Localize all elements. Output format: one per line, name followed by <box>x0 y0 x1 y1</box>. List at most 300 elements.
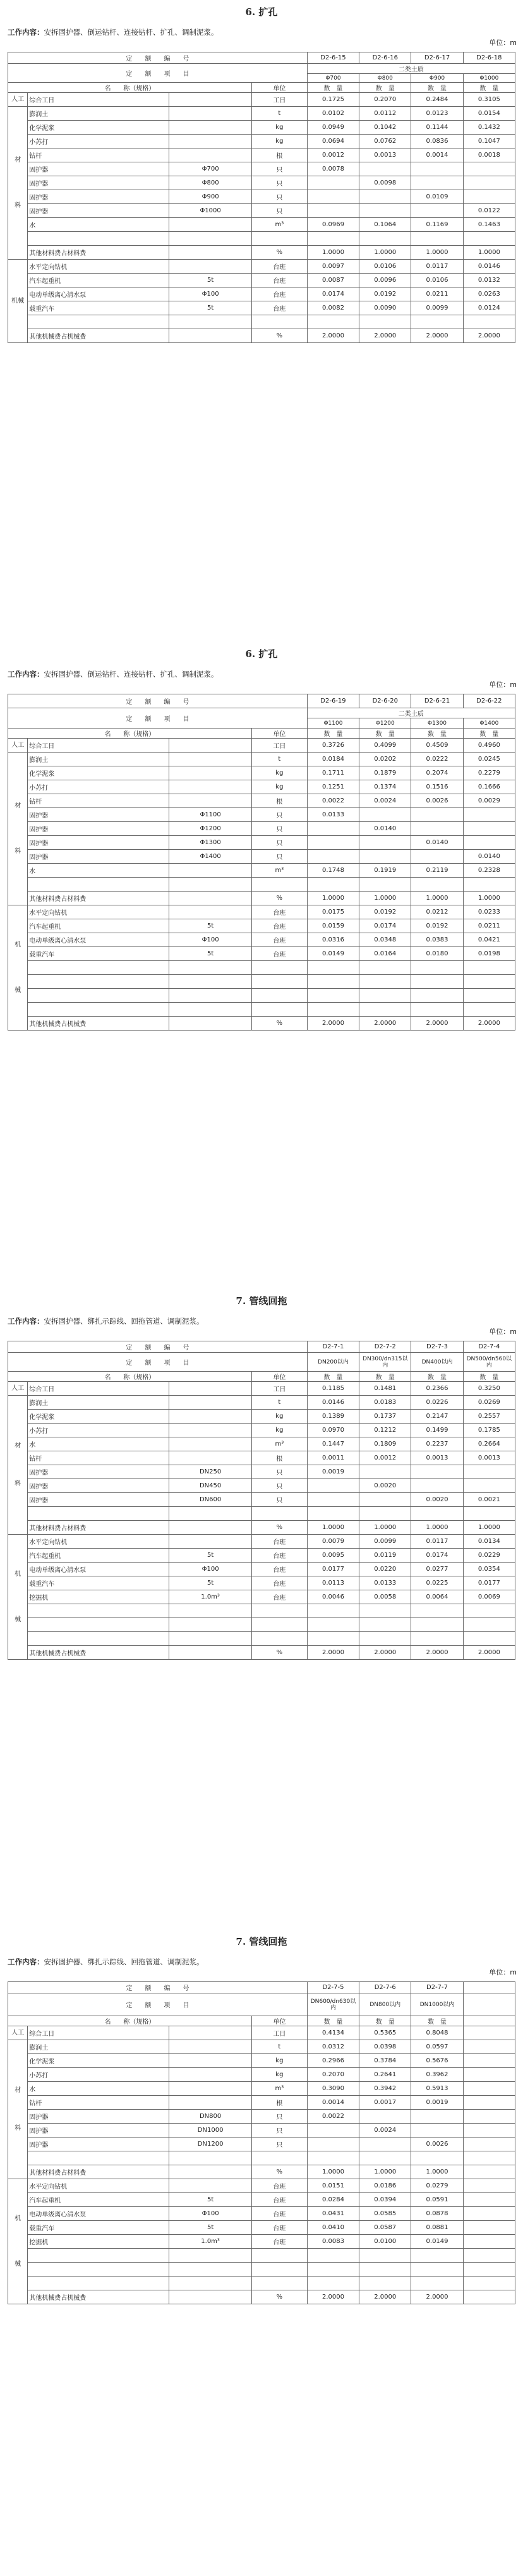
code-label: 定 额 编 号 <box>8 694 308 708</box>
quantity-value: 0.0113 <box>307 1576 359 1590</box>
quantity-value: 0.0211 <box>463 919 515 933</box>
quantity-value: 0.1042 <box>359 121 411 135</box>
quantity-value: 0.3105 <box>463 93 515 107</box>
quantity-value <box>411 1003 463 1017</box>
quantity-value: 0.2119 <box>411 864 463 878</box>
table-row <box>8 864 515 878</box>
quantity-value <box>307 1493 359 1507</box>
resource-name <box>28 2277 169 2290</box>
resource-unit <box>251 961 307 975</box>
quantity-value: 2.0000 <box>411 1646 463 1660</box>
resource-unit: m³ <box>251 2082 307 2096</box>
quantity-value: 0.0587 <box>359 2221 411 2235</box>
resource-name: 汽车起重机 <box>28 2193 169 2207</box>
quantity-value: 0.0013 <box>411 1451 463 1465</box>
quantity-value <box>359 162 411 176</box>
quantity-value: 0.0020 <box>359 1479 411 1493</box>
quantity-value: 0.1185 <box>307 1382 359 1396</box>
header-code-row <box>8 52 515 64</box>
resource-spec <box>169 135 252 148</box>
quota-code: D2-6-21 <box>411 694 463 708</box>
quantity-value: 0.1516 <box>411 780 463 794</box>
table-row <box>8 989 515 1003</box>
resource-unit: 只 <box>251 162 307 176</box>
quantity-value: 0.0019 <box>307 1465 359 1479</box>
quantity-value: 1.0000 <box>463 246 515 260</box>
table-row <box>8 2151 515 2165</box>
section-title: 7. 管线回拖 <box>236 1295 287 1307</box>
resource-spec <box>169 1424 252 1437</box>
quantity-value <box>307 836 359 850</box>
quantity-value <box>359 961 411 975</box>
quantity-value: 0.0079 <box>307 1535 359 1549</box>
resource-name: 汽车起重机 <box>28 1549 169 1563</box>
unit-note: 单位：m <box>489 39 517 47</box>
category-cell: 材 料 <box>8 753 28 905</box>
resource-unit: 台班 <box>251 274 307 287</box>
diameter-spec: Φ800 <box>359 74 411 83</box>
quantity-value: 2.0000 <box>359 1017 411 1031</box>
quantity-value: 0.0095 <box>307 1549 359 1563</box>
resource-name: 固护器 <box>28 808 169 822</box>
quantity-value: 0.0014 <box>307 2096 359 2110</box>
diameter-spec: DN600/dn630以内 <box>307 1993 359 2016</box>
quantity-value: 0.1785 <box>463 1424 515 1437</box>
resource-name: 固护器 <box>28 1493 169 1507</box>
quantity-value <box>307 2151 359 2165</box>
work-content-text: 安拆固护器、绑扎示踪线、回拖管道、调制泥浆。 <box>44 1957 204 1966</box>
resource-unit: 台班 <box>251 1563 307 1576</box>
quantity-value: 0.0177 <box>463 1576 515 1590</box>
table-row <box>8 2096 515 2110</box>
work-content <box>8 27 523 38</box>
quantity-value: 0.2279 <box>463 766 515 780</box>
quantity-value <box>463 822 515 836</box>
resource-spec <box>169 1437 252 1451</box>
resource-name: 其他材料费占材料费 <box>28 2165 169 2179</box>
table-row <box>8 301 515 315</box>
resource-name: 固护器 <box>28 1465 169 1479</box>
resource-spec <box>169 107 252 121</box>
resource-unit: 根 <box>251 794 307 808</box>
quantity-value: 0.0106 <box>411 274 463 287</box>
quantity-value <box>463 232 515 246</box>
quantity-value: 0.0083 <box>307 2235 359 2249</box>
resource-unit: m³ <box>251 1437 307 1451</box>
work-content <box>8 668 523 680</box>
quantity-value <box>307 1003 359 1017</box>
table-row <box>8 148 515 162</box>
quantity-value: 0.0117 <box>411 1535 463 1549</box>
quantity-value: 0.2664 <box>463 1437 515 1451</box>
work-content-text: 安拆固护器、倒运钻杆、连接钻杆、扩孔、调制泥浆。 <box>44 28 219 37</box>
quantity-value <box>411 2249 463 2263</box>
resource-name: 固护器 <box>28 190 169 204</box>
quota-section <box>0 1294 523 1657</box>
resource-name: 化学泥浆 <box>28 121 169 135</box>
quantity-value: 0.3942 <box>359 2082 411 2096</box>
quantity-value: 0.1748 <box>307 864 359 878</box>
quantity-value: 0.0026 <box>411 2138 463 2151</box>
quantity-value: 1.0000 <box>411 246 463 260</box>
resource-spec <box>169 148 252 162</box>
resource-unit: kg <box>251 1424 307 1437</box>
resource-unit: 根 <box>251 1451 307 1465</box>
quantity-value: 0.0762 <box>359 135 411 148</box>
quantity-value: 0.0192 <box>359 905 411 919</box>
resource-name: 其他机械费占机械费 <box>28 329 169 343</box>
quantity-value: 0.8048 <box>411 2026 463 2040</box>
resource-unit: 台班 <box>251 919 307 933</box>
quantity-value <box>463 836 515 850</box>
quantity-value: 0.0098 <box>359 176 411 190</box>
quantity-value: 0.0064 <box>411 1590 463 1604</box>
quantity-value: 0.0174 <box>411 1549 463 1563</box>
resource-spec <box>169 1410 252 1424</box>
header-item-row <box>8 1993 515 2016</box>
quantity-value <box>463 1479 515 1493</box>
table-row <box>8 1410 515 1424</box>
quantity-value <box>463 1507 515 1521</box>
name-label: 名 称（规格） <box>8 83 252 93</box>
quantity-value: 0.0099 <box>359 1535 411 1549</box>
diameter-spec: DN800以内 <box>359 1993 411 2016</box>
resource-name: 固护器 <box>28 2110 169 2124</box>
resource-name: 固护器 <box>28 162 169 176</box>
diameter-spec: Φ700 <box>307 74 359 83</box>
resource-spec: Φ1000 <box>169 204 252 218</box>
resource-name <box>28 989 169 1003</box>
unit-label: 单位 <box>251 83 307 93</box>
table-row <box>8 176 515 190</box>
resource-spec <box>169 2263 252 2277</box>
quantity-value: 1.0000 <box>359 1521 411 1535</box>
quota-table <box>8 1341 515 1660</box>
resource-name: 载重汽车 <box>28 1576 169 1590</box>
diameter-spec: Φ1400 <box>463 718 515 729</box>
work-content-label: 工作内容： <box>8 28 44 37</box>
resource-name <box>28 1604 169 1618</box>
resource-unit: 台班 <box>251 2193 307 2207</box>
item-label: 定 额 项 目 <box>8 64 308 83</box>
category-cell: 机 械 <box>8 905 28 1031</box>
table-row <box>8 766 515 780</box>
resource-name: 其他机械费占机械费 <box>28 1017 169 1031</box>
quantity-value: 0.1144 <box>411 121 463 135</box>
resource-unit: kg <box>251 135 307 148</box>
quota-section <box>0 5 523 341</box>
resource-unit: t <box>251 2040 307 2054</box>
quantity-value: 2.0000 <box>463 1646 515 1660</box>
quantity-value: 0.4509 <box>411 739 463 753</box>
quota-code: D2-7-5 <box>307 1982 359 1993</box>
resource-unit: t <box>251 753 307 766</box>
quantity-value <box>411 961 463 975</box>
table-row <box>8 1003 515 1017</box>
quantity-value: 0.2366 <box>411 1382 463 1396</box>
resource-name: 其他机械费占机械费 <box>28 2290 169 2304</box>
quantity-value: 0.0012 <box>359 1451 411 1465</box>
resource-name <box>28 232 169 246</box>
quantity-value <box>359 1465 411 1479</box>
quantity-value: 0.0881 <box>411 2221 463 2235</box>
resource-name: 膨润土 <box>28 753 169 766</box>
resource-name <box>28 2263 169 2277</box>
name-label: 名 称（规格） <box>8 729 252 739</box>
quantity-value <box>463 2138 515 2151</box>
resource-unit <box>251 1604 307 1618</box>
resource-unit: kg <box>251 2054 307 2068</box>
quantity-value: 0.0949 <box>307 121 359 135</box>
quota-table <box>8 52 515 343</box>
resource-name: 固护器 <box>28 1479 169 1493</box>
resource-unit: t <box>251 1396 307 1410</box>
resource-spec: Φ1300 <box>169 836 252 850</box>
resource-name: 水平定向钻机 <box>28 905 169 919</box>
quantity-value: 0.3962 <box>411 2068 463 2082</box>
diameter-spec: Φ1000 <box>463 74 515 83</box>
resource-unit: 只 <box>251 808 307 822</box>
quantity-value <box>463 2040 515 2054</box>
resource-unit: % <box>251 329 307 343</box>
resource-spec <box>169 1632 252 1646</box>
category-cell: 人工 <box>8 1382 28 1396</box>
quantity-value: 0.0245 <box>463 753 515 766</box>
quantity-value <box>463 975 515 989</box>
resource-name: 钻杆 <box>28 794 169 808</box>
resource-spec <box>169 1604 252 1618</box>
table-row <box>8 2277 515 2290</box>
quantity-value <box>463 162 515 176</box>
header-qty-row <box>8 1372 515 1382</box>
quantity-value <box>463 2235 515 2249</box>
quantity-value <box>411 1618 463 1632</box>
quantity-value: 0.0140 <box>463 850 515 864</box>
resource-unit: % <box>251 1521 307 1535</box>
unit-note: 单位：m <box>489 1327 517 1336</box>
quantity-value <box>359 1618 411 1632</box>
quantity-value: 0.0186 <box>359 2179 411 2193</box>
quantity-value <box>411 878 463 892</box>
category-cell: 人工 <box>8 2026 28 2040</box>
table-row <box>8 2026 515 2040</box>
quantity-value: 2.0000 <box>307 1017 359 1031</box>
quantity-value <box>307 961 359 975</box>
quantity-value: 0.0022 <box>307 794 359 808</box>
resource-name <box>28 975 169 989</box>
resource-name: 钻杆 <box>28 1451 169 1465</box>
quantity-value <box>411 1604 463 1618</box>
resource-spec: Φ900 <box>169 190 252 204</box>
quantity-value: 0.0024 <box>359 2124 411 2138</box>
quantity-value <box>307 1479 359 1493</box>
quantity-value <box>307 878 359 892</box>
quantity-value <box>411 989 463 1003</box>
header-qty-row <box>8 2016 515 2026</box>
quantity-value: 0.0211 <box>411 287 463 301</box>
resource-spec <box>169 864 252 878</box>
quantity-value <box>411 2151 463 2165</box>
quantity-value: 1.0000 <box>411 1521 463 1535</box>
quantity-value <box>463 176 515 190</box>
table-row <box>8 1479 515 1493</box>
quantity-value: 2.0000 <box>411 329 463 343</box>
quota-code: D2-6-20 <box>359 694 411 708</box>
quantity-value <box>463 1465 515 1479</box>
quantity-value: 0.0134 <box>463 1535 515 1549</box>
diameter-spec: DN200以内 <box>307 1353 359 1372</box>
resource-spec <box>169 975 252 989</box>
resource-spec <box>169 121 252 135</box>
quantity-value: 0.0225 <box>411 1576 463 1590</box>
resource-name: 载重汽车 <box>28 947 169 961</box>
quantity-value: 0.1064 <box>359 218 411 232</box>
category-cell: 人工 <box>8 93 28 107</box>
quantity-value: 0.0018 <box>463 148 515 162</box>
quantity-value: 0.1251 <box>307 780 359 794</box>
quantity-value: 1.0000 <box>463 1521 515 1535</box>
quantity-value <box>463 1632 515 1646</box>
quantity-value: 0.0022 <box>307 2110 359 2124</box>
quantity-value: 0.0585 <box>359 2207 411 2221</box>
table-row <box>8 2082 515 2096</box>
quantity-value: 0.0117 <box>411 260 463 274</box>
quantity-value: 0.0019 <box>411 2096 463 2110</box>
unit-label: 单位 <box>251 2016 307 2026</box>
quantity-value <box>359 836 411 850</box>
resource-spec: Φ100 <box>169 287 252 301</box>
quantity-value: 0.0124 <box>463 301 515 315</box>
quantity-value: 0.4960 <box>463 739 515 753</box>
work-content-text: 安拆固护器、绑扎示踪线、回拖管道、调制泥浆。 <box>44 1317 204 1326</box>
quantity-value: 0.4134 <box>307 2026 359 2040</box>
resource-name: 水平定向钻机 <box>28 2179 169 2193</box>
resource-name: 小苏打 <box>28 135 169 148</box>
quantity-value: 0.2641 <box>359 2068 411 2082</box>
qty-label: 数 量 <box>411 729 463 739</box>
resource-spec <box>169 766 252 780</box>
table-row <box>8 919 515 933</box>
table-row <box>8 808 515 822</box>
quantity-value <box>359 989 411 1003</box>
quota-code: D2-7-6 <box>359 1982 411 1993</box>
resource-unit: 只 <box>251 204 307 218</box>
quantity-value: 0.1463 <box>463 218 515 232</box>
quantity-value: 0.0694 <box>307 135 359 148</box>
quantity-value: 0.2070 <box>359 93 411 107</box>
table-row <box>8 961 515 975</box>
table-row <box>8 190 515 204</box>
resource-unit: % <box>251 1017 307 1031</box>
quantity-value: 0.0013 <box>463 1451 515 1465</box>
quantity-value: 0.3726 <box>307 739 359 753</box>
table-row <box>8 1604 515 1618</box>
code-label: 定 额 编 号 <box>8 1341 308 1353</box>
quantity-value <box>463 878 515 892</box>
quantity-value: 0.5676 <box>411 2054 463 2068</box>
quantity-value: 0.1919 <box>359 864 411 878</box>
resource-name: 化学泥浆 <box>28 1410 169 1424</box>
resource-spec: Φ100 <box>169 933 252 947</box>
resource-name: 固护器 <box>28 836 169 850</box>
quantity-value: 0.0269 <box>463 1396 515 1410</box>
quantity-value: 0.0836 <box>411 135 463 148</box>
quantity-value: 0.0102 <box>307 107 359 121</box>
code-label: 定 额 编 号 <box>8 52 308 64</box>
diameter-spec: DN500/dn560以内 <box>463 1353 515 1372</box>
quantity-value: 0.0020 <box>411 1493 463 1507</box>
resource-name: 固护器 <box>28 850 169 864</box>
resource-unit: m³ <box>251 218 307 232</box>
resource-spec <box>169 1507 252 1521</box>
header-item-row <box>8 1353 515 1372</box>
quantity-value: 2.0000 <box>463 329 515 343</box>
quantity-value <box>307 2124 359 2138</box>
quantity-value: 0.2147 <box>411 1410 463 1424</box>
resource-spec <box>169 1535 252 1549</box>
resource-name: 固护器 <box>28 2124 169 2138</box>
qty-label: 数 量 <box>359 1372 411 1382</box>
category-cell: 材 料 <box>8 107 28 260</box>
unit-label: 单位 <box>251 1372 307 1382</box>
resource-name: 固护器 <box>28 204 169 218</box>
resource-name: 其他材料费占材料费 <box>28 1521 169 1535</box>
resource-spec <box>169 329 252 343</box>
resource-name: 综合工日 <box>28 2026 169 2040</box>
quantity-value: 0.0394 <box>359 2193 411 2207</box>
header-qty-row <box>8 729 515 739</box>
quota-section <box>0 647 523 1028</box>
resource-spec: 5t <box>169 1549 252 1563</box>
quota-table <box>8 1981 515 2304</box>
item-label: 定 额 项 目 <box>8 1993 308 2016</box>
table-row <box>8 2221 515 2235</box>
qty-label: 数 量 <box>359 2016 411 2026</box>
resource-name: 汽车起重机 <box>28 274 169 287</box>
quantity-value: 0.0012 <box>307 148 359 162</box>
quantity-value: 2.0000 <box>307 329 359 343</box>
quantity-value: 0.0198 <box>463 947 515 961</box>
table-row <box>8 2110 515 2124</box>
table-row <box>8 753 515 766</box>
resource-spec <box>169 2277 252 2290</box>
quantity-value: 0.0177 <box>307 1563 359 1576</box>
resource-spec <box>169 780 252 794</box>
quantity-value: 0.0149 <box>411 2235 463 2249</box>
qty-label: 数 量 <box>463 83 515 93</box>
resource-name: 水 <box>28 218 169 232</box>
resource-spec <box>169 2040 252 2054</box>
quantity-value: 0.0119 <box>359 1549 411 1563</box>
table-row <box>8 975 515 989</box>
quantity-value <box>307 1507 359 1521</box>
quantity-value <box>411 822 463 836</box>
section-title: 7. 管线回拖 <box>236 1936 287 1947</box>
table-row <box>8 1437 515 1451</box>
quantity-value <box>359 2249 411 2263</box>
resource-spec: Φ1200 <box>169 822 252 836</box>
quantity-value <box>411 176 463 190</box>
table-row <box>8 794 515 808</box>
qty-label: 数 量 <box>359 83 411 93</box>
table-row <box>8 232 515 246</box>
resource-spec <box>169 1618 252 1632</box>
quantity-value <box>463 1604 515 1618</box>
resource-name: 其他材料费占材料费 <box>28 892 169 905</box>
quantity-value <box>411 1632 463 1646</box>
resource-unit: 根 <box>251 2096 307 2110</box>
quantity-value: 0.0058 <box>359 1590 411 1604</box>
